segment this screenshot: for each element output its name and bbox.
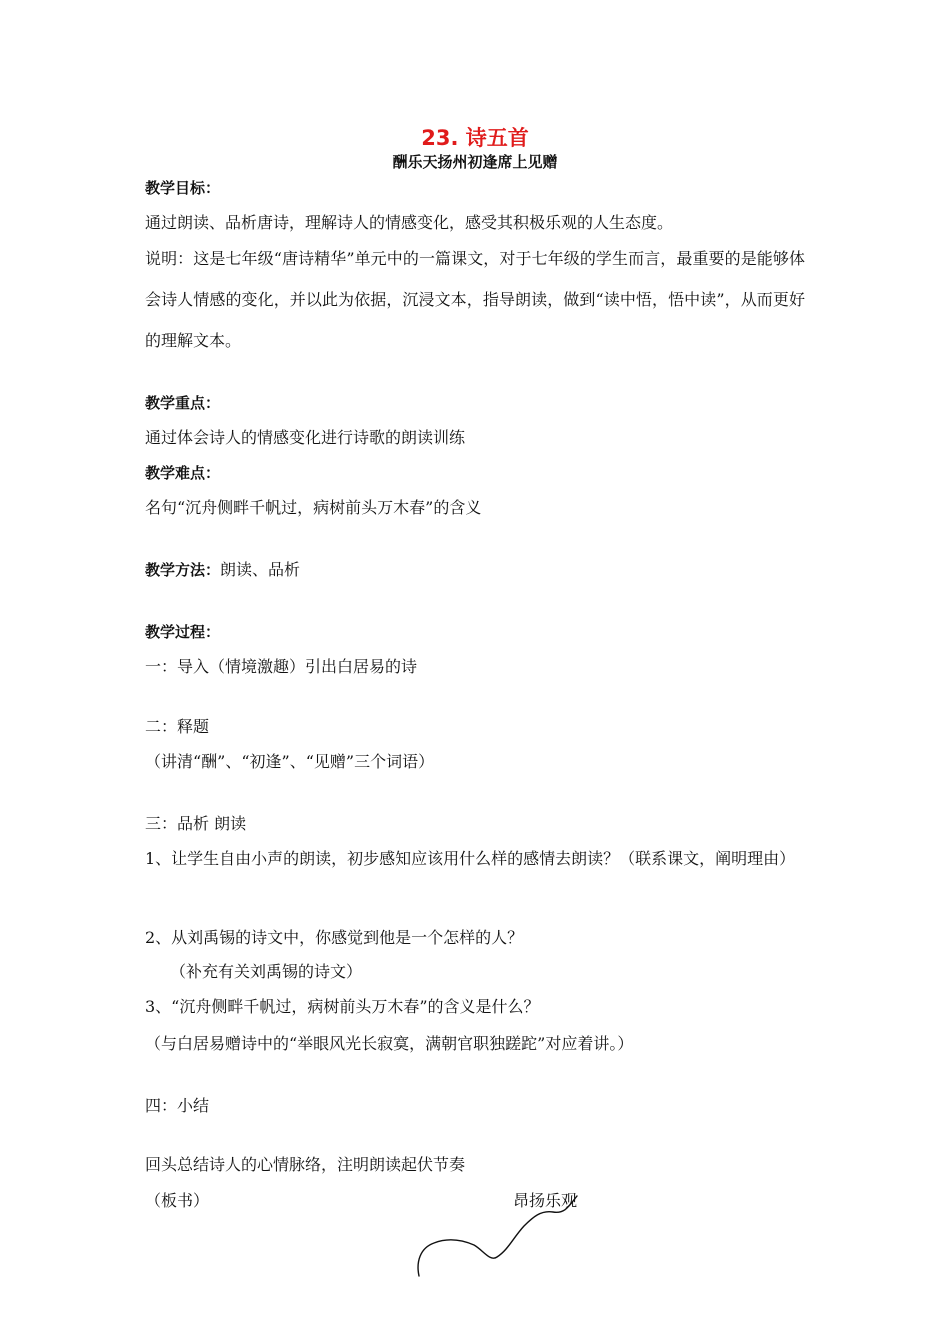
process-step-2: 二：释题 — [145, 717, 210, 736]
question-1: 1、让学生自由小声的朗读，初步感知应该用什么样的感情去朗读？（联系课文，阐明理由） — [145, 849, 796, 868]
question-3: 3、“沉舟侧畔千帆过，病树前头万木春”的含义是什么？ — [145, 997, 540, 1016]
difficulty-text: 名句“沉舟侧畔千帆过，病树前头万木春”的含义 — [145, 498, 482, 517]
method-text: 朗读、品析 — [220, 560, 301, 579]
page-title: 23. 诗五首 — [421, 126, 529, 150]
board-mood-label: 昂扬乐观 — [513, 1191, 578, 1210]
mood-curve — [418, 1196, 577, 1276]
page-subtitle: 酬乐天扬州初逢席上见赠 — [392, 153, 558, 171]
question-2: 2、从刘禹锡的诗文中，你感觉到他是一个怎样的人？ — [145, 928, 524, 947]
difficulty-heading: 教学难点： — [145, 464, 221, 482]
process-step-1: 一：导入（情境激趣）引出白居易的诗 — [145, 657, 418, 676]
key-point-heading: 教学重点： — [145, 394, 221, 412]
process-step-2-note: （讲清“酬”、“初逢”、“见赠”三个词语） — [145, 752, 435, 771]
summary-text: 回头总结诗人的心情脉络，注明朗读起伏节奏 — [145, 1155, 466, 1174]
board-label: （板书） — [145, 1191, 210, 1210]
process-step-4: 四：小结 — [145, 1096, 210, 1115]
process-heading: 教学过程： — [145, 623, 221, 641]
key-point-text: 通过体会诗人的情感变化进行诗歌的朗读训练 — [145, 428, 466, 447]
method-heading: 教学方法： — [145, 561, 221, 579]
goals-note: 说明：这是七年级“唐诗精华”单元中的一篇课文，对于七年级的学生而言，最重要的是能够体会诗人情感的变化，并以此为依据，沉浸文本，指导朗读，做到“读中悟，悟中读”，从而更好的理解文本。 — [145, 249, 805, 350]
process-step-3: 三：品析 朗读 — [145, 814, 247, 833]
goals-heading: 教学目标： — [145, 179, 221, 197]
goals-text: 通过朗读、品析唐诗，理解诗人的情感变化，感受其积极乐观的人生态度。 — [145, 213, 674, 232]
question-2-note: （补充有关刘禹锡的诗文） — [170, 962, 363, 981]
question-3-note: （与白居易赠诗中的“举眼风光长寂寞，满朝官职独蹉跎”对应着讲。） — [145, 1034, 634, 1053]
